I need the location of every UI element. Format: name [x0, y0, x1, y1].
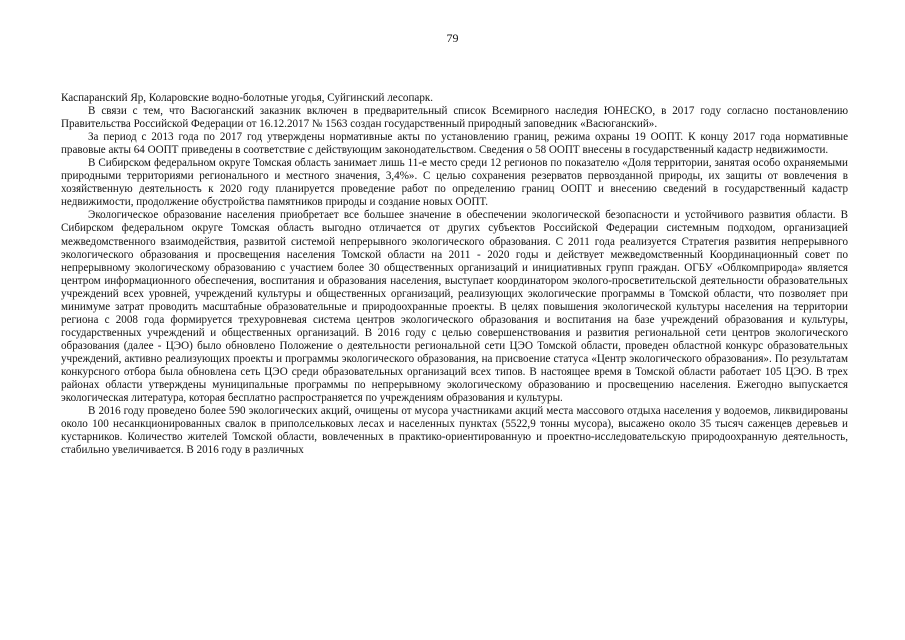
document-body — [61, 92, 848, 457]
page-number: 79 — [446, 31, 459, 45]
paragraph-ecological-education: Экологическое образование населения приобретает все большее значение в обеспечении экологической безопасности и устойчивого развития области. В Сибирском федеральном округе Томская область выгодно отличается от других субъектов Российской Федерации системным подходом, организацией межведомственного взаимодействия, развитой системой непрерывного экологического образования. С 2011 года реализуется Стратегия развития непрерывного экологического образования и просвещения населения Томской области на 2011 - 2020 годы и действует межведомственный Координационный совет по непрерывному экологическому образованию с участием более 30 общественных организаций и инициативных групп граждан. ОГБУ «Облкомприрода» является центром информационного обеспечения, воспитания и образования населения, выступает координатором эколого-просветительской деятельности образовательных учреждений всех уровней, учреждений культуры и общественных организаций, реализующих экологические программы в Томской области, что позволяет при минимуме затрат проводить масштабные образовательные и природоохранные проекты. В целях повышения экологической культуры населения на территории региона с 2008 года формируется трехуровневая система центров экологического образования и воспитания на базе учреждений образования и культуры, государственных учреждений и общественных организаций. В 2016 году с целью совершенствования и развития региональной сети центров экологического образования (далее - ЦЭО) было обновлено Положение о деятельности региональной сети ЦЭО Томской области, проведен областной конкурс образовательных учреждений, активно реализующих проекты и программы экологического образования, на присвоение статуса «Центр экологического образования». По результатам конкурсного отбора была обновлена сеть ЦЭО среди образовательных организаций всех типов. В настоящее время в Томской области работает 105 ЦЭО. В трех районах области утверждены муниципальные программы по непрерывному экологическому образованию и просвещению населения. Ежегодно выпускается экологическая литература, которая бесплатно распространяется по учреждениям образования и культуры. — [61, 209, 848, 405]
paragraph-vasyugan-reserve: В связи с тем, что Васюганский заказник включен в предварительный список Всемирного наследия ЮНЕСКО, в 2017 году согласно постановлению Правительства Российской Федерации от 16.12.2017 № 1563 создан государственный природный заповедник «Васюганский». — [61, 105, 848, 131]
paragraph-ecological-actions-2016: В 2016 году проведено более 590 экологических акций, очищены от мусора участниками акций места массового отдыха населения у водоемов, ликвидированы около 100 несанкционированных свалок в приполсельковых лесах и населенных пунктах (5522,9 тонны мусора), высажено около 35 тысяч саженцев деревьев и кустарников. Количество жителей Томской области, вовлеченных в практико-ориентированную и проектно-исследовательскую природоохранную деятельность, стабильно увеличивается. В 2016 году в различных — [61, 405, 848, 457]
paragraph-siberian-district-ranking: В Сибирском федеральном округе Томская область занимает лишь 11-е место среди 12 регионов по показателю «Доля территории, занятая особо охраняемыми природными территориями регионального и местного значения, 3,4%». С целью сохранения резерватов первозданной природы, их защиты от вовлечения в хозяйственную деятельность к 2020 году планируется проведение работ по определению границ ООПТ и внесению сведений в государственный кадастр недвижимости, продолжение обустройства памятников природы и создание новых ООПТ. — [61, 157, 848, 209]
paragraph-normative-acts: За период с 2013 года по 2017 год утверждены нормативные акты по установлению границ, режима охраны 19 ООПТ. К концу 2017 года нормативные правовые акты 64 ООПТ приведены в соответствие с действующим законодательством. Сведения о 58 ООПТ внесены в государственный кадастр недвижимости. — [61, 131, 848, 157]
paragraph-continuation: Каспаранский Яр, Коларовские водно-болотные угодья, Суйгинский лесопарк. — [61, 92, 434, 104]
